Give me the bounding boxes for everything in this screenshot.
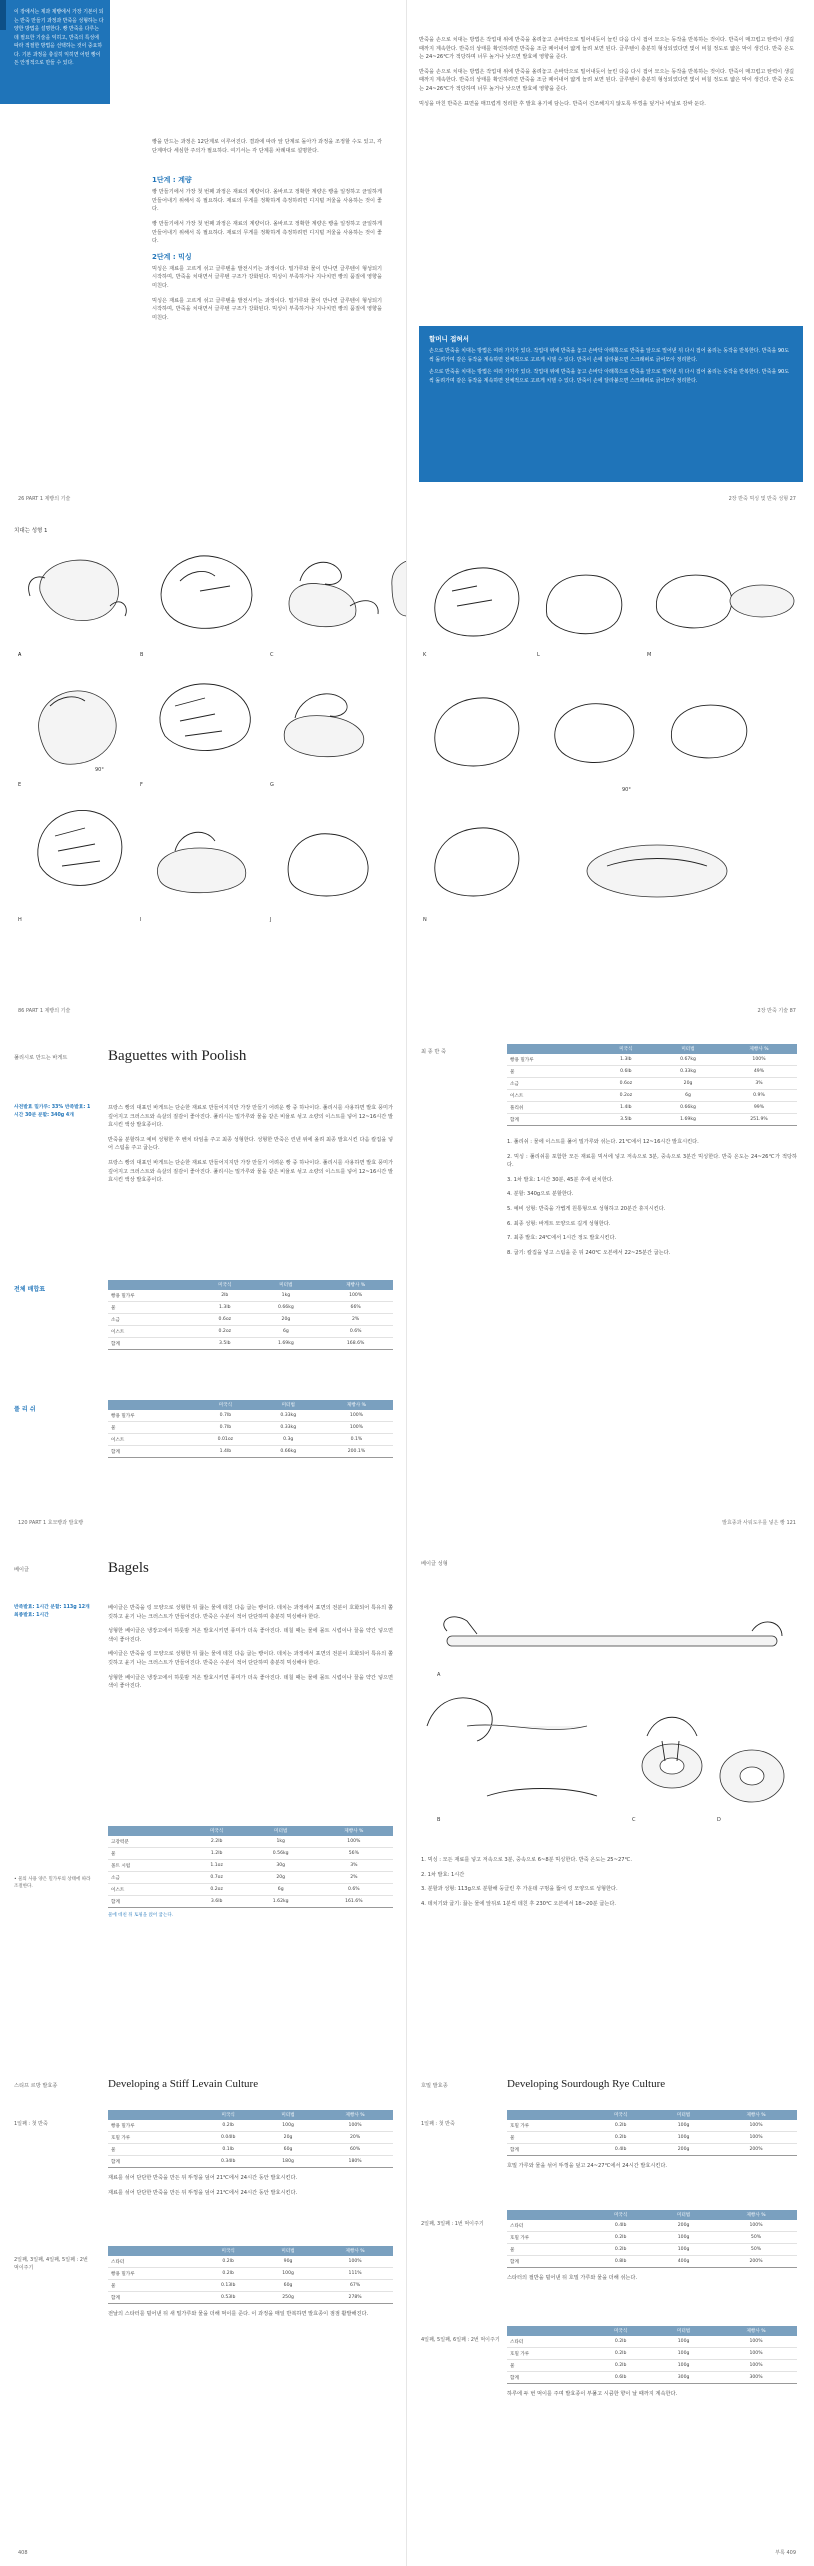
col-header: 제빵사 %	[318, 1280, 393, 1290]
day-label-2: 2일째, 3일째, 4일째, 5일째 : 2번 먹이주기	[14, 2257, 88, 2271]
angle-label-2: 90°	[622, 787, 631, 793]
label-k: K	[423, 652, 427, 658]
illustration-finished-bagel	[720, 1750, 784, 1802]
illustration-l	[546, 575, 621, 634]
page-bagels-left	[0, 1536, 407, 2048]
table-row: 이스트 0.2oz 6g 0.6%	[108, 1326, 393, 1338]
table-row: 몰트 시럽 1.1oz 30g 3%	[108, 1860, 393, 1872]
illustration-q	[435, 828, 519, 896]
label-d: D	[717, 1817, 721, 1823]
table-row: 호밀 가루 0.2lb 100g 100%	[507, 2348, 797, 2360]
rye-text-3: 하루에 두 번 먹이를 주며 발효종이 부풀고 시큼한 향이 날 때까지 계속한다.	[507, 2391, 678, 2397]
label-j: J	[270, 917, 272, 923]
gutter	[406, 512, 407, 1024]
final-dough-label: 최 종 반 죽	[421, 1049, 446, 1055]
spread-bagels	[0, 1536, 814, 2048]
section-tag: 스티프 르방 발효종	[14, 2083, 58, 2089]
poolish-table	[108, 1400, 393, 1458]
table-row: 물 0.6lb 0.33kg 49%	[507, 1066, 797, 1078]
table-row: 물 1.3lb 0.66kg 66%	[108, 1302, 393, 1314]
step1-title: 1단계 : 계량	[152, 176, 192, 185]
label-l: L	[537, 652, 540, 658]
day-label-2: 2일째, 3일째 : 1번 먹이주기	[421, 2221, 484, 2227]
table-row: 빵용 밀가루 0.2lb 100g 111%	[108, 2268, 393, 2280]
label-m: M	[647, 652, 652, 658]
table-row: 이스트 0.2oz 6g 0.6%	[108, 1884, 393, 1896]
spread-baguettes	[0, 1024, 814, 1536]
table-row: 소금 0.6oz 20g 3%	[507, 1078, 797, 1090]
shaping-header: 베이글 성형	[421, 1561, 448, 1567]
step-3: 3. 분할과 성형: 113g으로 분할해 둥글린 후 가운데 구멍을 뚫어 링 모양으로 성형한다.	[421, 1886, 618, 1893]
table-row-total: 합계 3.5lb 1.69kg 251.9%	[507, 1114, 797, 1126]
table-header: 미국식 미터법 제빵사 %	[507, 2210, 797, 2220]
step-4: 4. 데치기와 굽기: 끓는 물에 앞뒤로 1분씩 데친 후 230℃ 오븐에서 18~20분 굽는다.	[421, 1900, 616, 1907]
kneading-illustrations-left	[0, 536, 407, 1006]
table-row: 호밀 가루 0.2lb 100g 50%	[507, 2232, 797, 2244]
col-header: 미터법	[254, 1280, 319, 1290]
total-formula-label: 전체 배합표	[14, 1286, 46, 1293]
table-row: 물 0.13lb 60g 67%	[108, 2280, 393, 2292]
footer-left: 120 PART 1 효모빵과 발효빵	[18, 1520, 84, 1526]
table-row: 물 0.2lb 100g 100%	[507, 2360, 797, 2372]
page-bagels-right	[407, 1536, 814, 2048]
sidebar-text-2: 손으로 반죽을 치대는 방법은 여러 가지가 있다. 작업대 위에 반죽을 놓고 손바닥 아래쪽으로 반죽을 앞으로 밀어낸 뒤 다시 접어 올리는 동작을 반복한다. 반죽을 90도씩 돌려가며 같은 동작을 계속하면 전체적으로 고르게 치댈 수 있다. 반죽이 손에 달라붙으면 스크래퍼로 긁어모아 정리한다.	[429, 369, 790, 384]
page-408	[0, 2048, 407, 2566]
recipe-body-4: 성형한 베이글은 냉장고에서 하룻밤 저온 발효시키면 풍미가 더욱 좋아진다. 데칠 때는 물에 몰트 시럽이나 꿀을 약간 넣으면 색이 좋아진다.	[108, 1674, 393, 1690]
page-87	[407, 512, 814, 1024]
side-note: • 물의 사용 양은 밀가루의 상태에 따라 조절한다.	[14, 1877, 91, 1889]
yield-sidebar: 사전발효 밀가루: 33% 반죽발효: 1시간 30분 분할: 340g 4개	[14, 1105, 91, 1118]
illustration-m	[656, 575, 731, 628]
step-4: 4. 분할: 340g으로 분할한다.	[507, 1191, 574, 1198]
right-paragraph-1: 반죽을 손으로 치대는 방법은 작업대 위에 반죽을 올려놓고 손바닥으로 밀어내듯이 늘린 다음 다시 접어 모으는 동작을 반복하는 것이다. 반죽이 매끄럽고 탄력이 생길 때까지 계속한다. 반죽의 상태를 확인하려면 반죽을 조금 떼어내어 얇게 늘려 보면 된다. 글루텐이 충분히 형성되었다면 빛이 비칠 정도로 얇은 막이 생긴다. 반죽 온도는 24~26℃가 적당하며 너무 높거나 낮으면 발효에 영향을 준다.	[419, 37, 794, 61]
section-tag: 풀리시로 만드는 바게트	[14, 1055, 68, 1061]
col-header	[108, 1280, 196, 1290]
corner-tab	[0, 0, 6, 30]
table-row: 물 1.2lb 0.56kg 56%	[108, 1848, 393, 1860]
table-row: 소금 0.6oz 20g 2%	[108, 1314, 393, 1326]
rye-table-1	[507, 2110, 797, 2156]
footer-right: 2장 반죽 믹싱 및 반죽 성형 27	[728, 496, 796, 502]
label-n: N	[423, 917, 427, 923]
footer-right: 발효종과 사워도우를 넣은 빵 121	[722, 1520, 796, 1526]
gutter	[406, 2048, 407, 2566]
footer-left: 408	[18, 2550, 28, 2556]
table-row: 빵용 밀가루 1.3lb 0.67kg 100%	[507, 1054, 797, 1066]
bagel-formula-table	[108, 1826, 393, 1908]
recipe-body-2: 성형한 베이글은 냉장고에서 하룻밤 저온 발효시키면 풍미가 더욱 좋아진다. 데칠 때는 물에 몰트 시럽이나 꿀을 약간 넣으면 색이 좋아진다.	[108, 1628, 393, 1643]
label-c: C	[632, 1817, 636, 1823]
illustration-n	[435, 698, 519, 766]
table-row: 호밀 가루 0.2lb 100g 100%	[507, 2120, 797, 2132]
footer-right: 2장 반죽 기술 87	[757, 1008, 796, 1014]
step-1: 1. 믹싱 : 모든 재료를 넣고 저속으로 3분, 중속으로 6~8분 믹싱한다. 반죽 온도는 25~27℃.	[421, 1857, 633, 1863]
stiff-levain-table-2	[108, 2246, 393, 2304]
footer-left: 86 PART 1 제빵의 기술	[18, 1008, 71, 1014]
illustration-g	[284, 694, 364, 757]
illustration-k	[435, 568, 519, 636]
yield-sidebar: 반죽발효: 1시간 분할: 113g 12개 최종발효: 1시간	[14, 1605, 90, 1618]
step-2: 2. 믹싱 : 풀리쉬를 포함한 모든 재료를 믹서에 넣고 저속으로 3분, 중속으로 3분간 믹싱한다. 반죽 온도는 24~26℃가 적당하다.	[507, 1153, 797, 1169]
footer-right: 부록 409	[775, 2550, 796, 2556]
illustration-e	[39, 691, 117, 764]
label-b: B	[437, 1817, 441, 1823]
recipe-body-1: 프랑스 빵의 대표인 바게트는 단순한 재료로 만들어지지만 가장 만들기 어려운 빵 중 하나이다. 풀리시를 사용하면 발효 풍미가 깊어지고 크러스트와 속살의 질감이 좋아진다. 풀리시는 밀가루와 물을 같은 비율로 섞고 소량의 이스트를 넣어 12~16시간 발효시킨 액상 발효종이다.	[108, 1105, 393, 1129]
illustration-j	[288, 834, 368, 896]
table-header	[108, 1280, 393, 1290]
total-formula-table	[108, 1280, 393, 1350]
angle-label: 90°	[95, 767, 104, 773]
day-label-3: 4일째, 5일째, 6일째 : 2번 먹이주기	[421, 2337, 500, 2343]
table-row: 고강력분 2.2lb 1kg 100%	[108, 1836, 393, 1848]
recipe-body-3: 베이글은 반죽을 링 모양으로 성형한 뒤 끓는 물에 데친 다음 굽는 빵이다. 데치는 과정에서 표면의 전분이 호화되어 특유의 쫄깃하고 윤기 나는 크러스트가 만들어진다. 반죽은 수분이 적어 단단하며 충분히 믹싱해야 한다.	[108, 1651, 393, 1666]
table-row: 스타터 0.2lb 100g 100%	[507, 2336, 797, 2348]
step1-text-2: 빵 만들기에서 가장 첫 번째 과정은 재료의 계량이다. 올바르고 정확한 계량은 빵을 일정하고 균일하게 만들어내기 위해서 꼭 필요하다. 재료의 무게를 정확하게 측정하려면 디지털 저울을 사용하는 것이 좋다.	[152, 220, 382, 245]
table-header: 미국식 미터법 제빵사 %	[507, 2110, 797, 2120]
illustration-log	[730, 585, 794, 617]
rye-text-2: 스타터의 절반을 덜어낸 뒤 호밀 가루와 물을 더해 섞는다.	[507, 2275, 638, 2281]
table-row: 빵용 밀가루 2lb 1kg 100%	[108, 1290, 393, 1302]
illustration-oval-loaf	[587, 845, 727, 897]
illustration-c	[289, 562, 378, 626]
page-26	[0, 0, 407, 512]
step-7: 7. 최종 발효: 24℃에서 1시간 정도 발효시킨다.	[507, 1235, 617, 1242]
stiff-levain-table-1	[108, 2110, 393, 2168]
gutter	[406, 1024, 407, 1536]
right-paragraph-3: 믹싱을 마친 반죽은 표면을 매끄럽게 정리한 후 발효 용기에 담는다. 반죽이 건조해지지 않도록 뚜껑을 덮거나 비닐로 감싸 둔다.	[419, 100, 706, 107]
table-row-total: 합계 3.6lb 1.62kg 161.6%	[108, 1896, 393, 1908]
label-h: H	[18, 917, 22, 923]
table-row: 스타터 0.2lb 90g 100%	[108, 2256, 393, 2268]
intro-paragraph: 빵을 만드는 과정은 12단계로 이루어진다. 결과에 따라 앞 단계로 돌아가 과정을 조정할 수도 있고, 각 단계마다 세심한 주의가 필요하다. 여기서는 각 단계를 차례대로 설명한다.	[152, 139, 382, 154]
step-8: 8. 굽기: 칼집을 넣고 스팀을 준 뒤 240℃ 오븐에서 22~25분간 굽는다.	[507, 1249, 671, 1256]
rye-table-3	[507, 2326, 797, 2384]
table-row: 물 0.1lb 60g 60%	[108, 2144, 393, 2156]
table-header: 미국식 미터법 제빵사 %	[108, 2110, 393, 2120]
recipe-title: Bagels	[108, 1560, 149, 1576]
intro-box-text: 이 장에서는 제과 제빵에서 가장 기본이 되는 반죽 만들기 과정과 반죽을 성형하는 다양한 방법을 설명한다. 빵 반죽을 다루는 데 필요한 기술을 익히고, 반죽의 특성에 따라 적절한 방법을 선택하는 것이 중요하다. 기본 과정을 충실히 익히면 어떤 빵이든 안정적으로 만들 수 있다.	[14, 9, 104, 66]
section-tag: 베이글	[14, 1567, 30, 1573]
label-i: I	[140, 917, 142, 923]
step-2: 2. 1차 발효: 1시간	[421, 1871, 465, 1878]
page-27	[407, 0, 814, 512]
illustration-d	[392, 561, 407, 616]
poolish-label: 풀 리 쉬	[14, 1406, 36, 1413]
final-dough-table	[507, 1044, 797, 1126]
label-c: C	[270, 652, 274, 658]
section-tag: 호밀 발효종	[421, 2083, 448, 2089]
spread-mixing-steps	[0, 0, 814, 512]
recipe-title: Developing Sourdough Rye Culture	[507, 2078, 666, 2090]
table-row-total: 합계 0.53lb 250g 278%	[108, 2292, 393, 2304]
illustration-rope-hands	[427, 1698, 587, 1741]
table-row-total: 합계 0.34lb 180g 180%	[108, 2156, 393, 2168]
table-row-total: 합계 1.4lb 0.66kg 200.1%	[108, 1446, 393, 1458]
spread-levain-cultures	[0, 2048, 814, 2566]
recipe-body-3: 프랑스 빵의 대표인 바게트는 단순한 재료로 만들어지지만 가장 만들기 어려운 빵 중 하나이다. 풀리시를 사용하면 발효 풍미가 깊어지고 크러스트와 속살의 질감이 좋아진다. 풀리시는 밀가루와 물을 같은 비율로 섞고 소량의 이스트를 넣어 12~16시간 발효시킨 액상 발효종이다.	[108, 1159, 393, 1184]
page-409	[407, 2048, 814, 2566]
recipe-title: Developing a Stiff Levain Culture	[108, 2078, 259, 2090]
gutter	[406, 0, 407, 512]
illustration-f	[160, 684, 250, 751]
right-paragraph-2: 반죽을 손으로 치대는 방법은 작업대 위에 반죽을 올려놓고 손바닥으로 밀어내듯이 늘린 다음 다시 접어 모으는 동작을 반복하는 것이다. 반죽이 매끄럽고 탄력이 생길 때까지 계속한다. 반죽의 상태를 확인하려면 반죽을 조금 떼어내어 얇게 늘려 보면 된다. 글루텐이 충분히 형성되었다면 빛이 비칠 정도로 얇은 막이 생긴다. 반죽 온도는 24~26℃가 적당하며 너무 높거나 낮으면 발효에 영향을 준다.	[419, 68, 794, 92]
step-5: 5. 예비 성형: 반죽을 가볍게 원통형으로 성형하고 20분간 휴지시킨다.	[507, 1205, 666, 1212]
step2-title: 2단계 : 믹싱	[152, 252, 192, 261]
step1-text: 빵 만들기에서 가장 첫 번째 과정은 재료의 계량이다. 올바르고 정확한 계량은 빵을 일정하고 균일하게 만들어내기 위해서 꼭 필요하다. 재료의 무게를 정확하게 측정하려면 디지털 저울을 사용하는 것이 좋다.	[152, 189, 382, 213]
step-1: 1. 풀리쉬 : 물에 이스트를 풀어 밀가루와 섞는다. 21℃에서 12~16시간 발효시킨다.	[507, 1139, 699, 1145]
table-row-total: 합계 0.6lb 300g 300%	[507, 2372, 797, 2384]
sidebar-text: 손으로 반죽을 치대는 방법은 여러 가지가 있다. 작업대 위에 반죽을 놓고 손바닥 아래쪽으로 반죽을 앞으로 밀어낸 뒤 다시 접어 올리는 동작을 반복한다. 반죽을 90도씩 돌려가며 같은 동작을 계속하면 전체적으로 고르게 치댈 수 있다. 반죽이 손에 달라붙으면 스크래퍼로 긁어모아 정리한다.	[429, 348, 790, 363]
illustration-i	[157, 832, 245, 892]
illustration-rolling	[444, 1617, 782, 1646]
label-b: B	[140, 652, 144, 658]
illustration-b	[161, 556, 252, 628]
table-row: 물 0.2lb 100g 100%	[507, 2132, 797, 2144]
stiff-text-1: 재료를 섞어 단단한 반죽을 만든 뒤 뚜껑을 덮어 21℃에서 24시간 동안 발효시킨다.	[108, 2175, 298, 2181]
table-row-total: 합계 0.8lb 400g 200%	[507, 2256, 797, 2268]
rye-table-2	[507, 2210, 797, 2268]
table-row: 이스트 0.2oz 6g 0.9%	[507, 1090, 797, 1102]
illustration-ring-hand	[642, 1717, 702, 1788]
label-a: A	[18, 652, 22, 658]
col-header: 미국식	[196, 1280, 253, 1290]
footer-left: 26 PART 1 제빵의 기술	[18, 496, 71, 502]
illustration-p	[671, 705, 746, 758]
intro-box	[0, 0, 110, 104]
table-row: 빵용 밀가루 0.7lb 0.33kg 100%	[108, 1410, 393, 1422]
sidebar-title: 할머니 접혀서	[429, 335, 469, 343]
spread-kneading-illustrations	[0, 512, 814, 1024]
step-6: 6. 최종 성형: 바게트 모양으로 길게 성형한다.	[507, 1220, 611, 1227]
label-e: E	[18, 782, 22, 788]
table-row: 물 0.2lb 100g 50%	[507, 2244, 797, 2256]
label-g: G	[270, 782, 274, 788]
recipe-body-2: 반죽을 분할하고 예비 성형한 후 벤치 타임을 주고 최종 성형한다. 성형한 반죽은 린넨 위에 올려 최종 발효시킨 다음 칼집을 넣어 스팀을 주고 굽는다.	[108, 1136, 393, 1152]
label-a: A	[437, 1672, 441, 1678]
rye-text-1: 호밀 가루와 물을 섞어 뚜껑을 덮고 24~27℃에서 24시간 발효시킨다.	[507, 2163, 668, 2169]
day-label-1: 1일째 : 첫 반죽	[421, 2121, 455, 2127]
table-row: 이스트 0.01oz 0.3g 0.1%	[108, 1434, 393, 1446]
table-header: 미국식 미터법 제빵사 %	[507, 2326, 797, 2336]
table-row: 물 0.7lb 0.33kg 100%	[108, 1422, 393, 1434]
stiff-text-2: 전날의 스타터를 덜어낸 뒤 새 밀가루와 물을 더해 먹이를 준다. 이 과정을 매일 반복하면 발효종이 점점 활발해진다.	[108, 2311, 369, 2317]
illustration-rope-joined	[487, 1789, 597, 1797]
recipe-title: Baguettes with Poolish	[108, 1048, 247, 1064]
illustration-h	[38, 810, 122, 885]
sidebar-box	[419, 326, 803, 482]
illustration-a	[29, 560, 127, 621]
header-label: 치대는 성형 1	[14, 528, 48, 534]
bagel-shaping-illustrations	[407, 1576, 814, 1836]
table-header: 미국식 미터법 제빵사 %	[507, 1044, 797, 1054]
day-label-1: 1일째 : 첫 반죽	[14, 2121, 48, 2127]
table-header: 미국식 미터법 제빵사 %	[108, 1826, 393, 1836]
recipe-body-1: 베이글은 반죽을 링 모양으로 성형한 뒤 끓는 물에 데친 다음 굽는 빵이다. 데치는 과정에서 표면의 전분이 호화되어 특유의 쫄깃하고 윤기 나는 크러스트가 만들어진다. 반죽은 수분이 적어 단단하며 충분히 믹싱해야 한다.	[108, 1605, 393, 1620]
table-row: 빵용 밀가루 0.2lb 100g 100%	[108, 2120, 393, 2132]
table-note: 물에 데친 뒤 토핑을 얹어 굽는다.	[108, 1913, 174, 1918]
table-row-total: 합계 0.4lb 200g 200%	[507, 2144, 797, 2156]
step-3: 3. 1차 발효: 1시간 30분, 45분 후에 펀치한다.	[507, 1176, 614, 1183]
illustration-o	[555, 704, 634, 763]
table-row: 풀리쉬 1.4lb 0.66kg 99%	[507, 1102, 797, 1114]
table-header: 미국식 미터법 제빵사 %	[108, 2246, 393, 2256]
step2-text-2: 믹싱은 재료를 고르게 섞고 글루텐을 발전시키는 과정이다. 밀가루와 물이 만나면 글루텐이 형성되기 시작하며, 반죽을 치대면서 글루텐 구조가 강화된다. 믹싱이 부족하거나 지나치면 빵의 품질에 영향을 미친다.	[152, 297, 382, 321]
label-f: F	[140, 782, 143, 788]
table-header: 미국식 미터법 제빵사 %	[108, 1400, 393, 1410]
table-row: 호밀 가루 0.04lb 20g 20%	[108, 2132, 393, 2144]
table-row-total: 합계 3.5lb 1.69kg 168.6%	[108, 1338, 393, 1350]
kneading-illustrations-right	[407, 536, 814, 1006]
page-121	[407, 1024, 814, 1536]
table-row: 스타터 0.4lb 200g 100%	[507, 2220, 797, 2232]
step2-text: 믹싱은 재료를 고르게 섞고 글루텐을 발전시키는 과정이다. 밀가루와 물이 만나면 글루텐이 형성되기 시작하며, 반죽을 치대면서 글루텐 구조가 강화된다. 믹싱이 부족하거나 지나치면 빵의 품질에 영향을 미친다.	[152, 265, 382, 289]
page-120	[0, 1024, 407, 1536]
gutter	[406, 1536, 407, 2048]
table-row: 소금 0.7oz 20g 2%	[108, 1872, 393, 1884]
stiff-text-1b: 재료를 섞어 단단한 반죽을 만든 뒤 뚜껑을 덮어 21℃에서 24시간 동안 발효시킨다.	[108, 2189, 298, 2196]
page-86	[0, 512, 407, 1024]
